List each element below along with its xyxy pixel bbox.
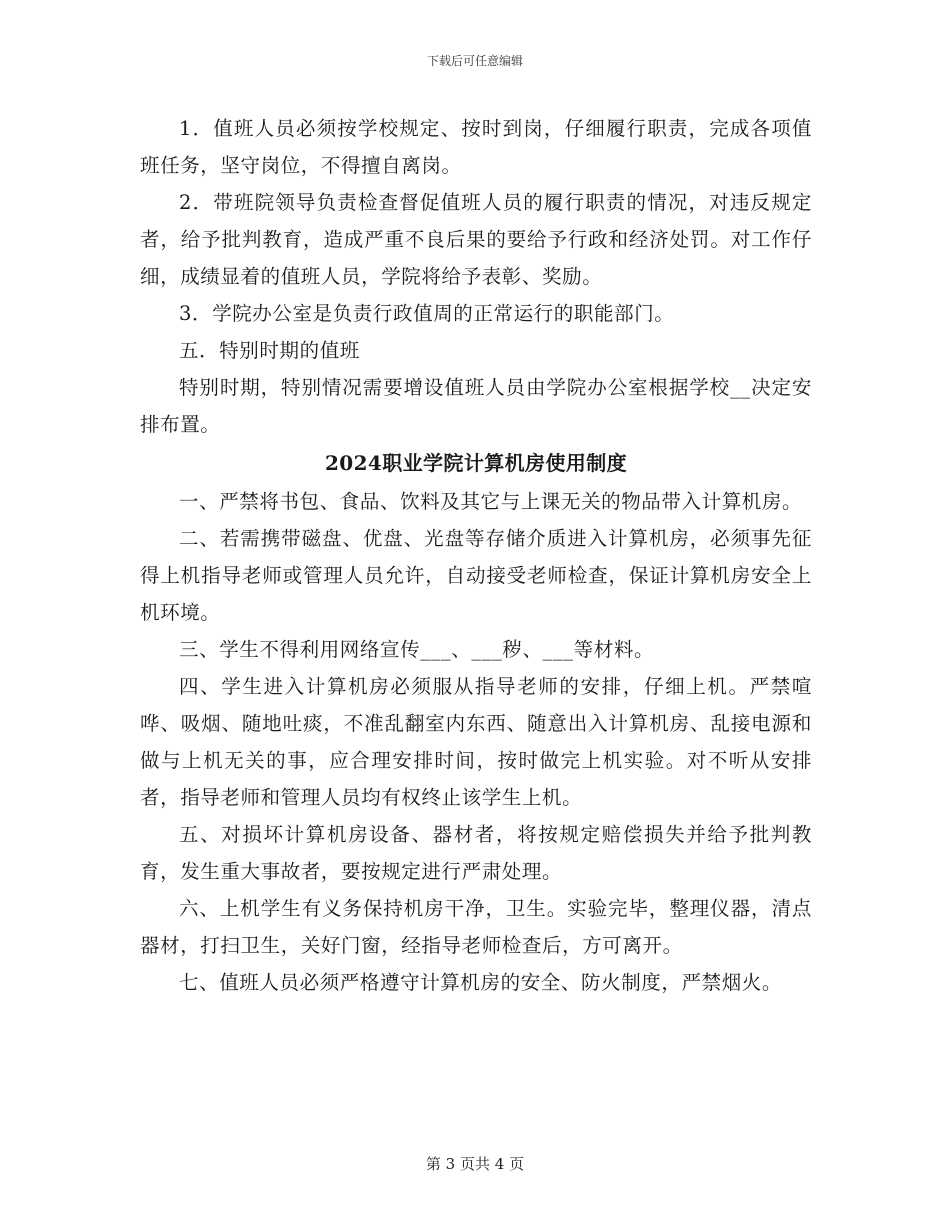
regulation-item-1: 一、严禁将书包、食品、饮料及其它与上课无关的物品带入计算机房。 bbox=[179, 490, 803, 513]
page-footer: 第 3 页共 4 页 bbox=[425, 1155, 525, 1173]
regulations-title: 2024职业学院计算机房使用制度 bbox=[324, 451, 628, 475]
regulation-item-6: 六、上机学生有义务保持机房干净，卫生。实验完毕，整理仪器，清点器材，打扫卫生，关好门窗，经指导老师检查后，方可离开。 bbox=[140, 897, 812, 957]
regulation-item-4: 四、学生进入计算机房必须服从指导老师的安排，仔细上机。严禁喧哗、吸烟、随地吐痰，不准乱翻室内东西、随意出入计算机房、乱接电源和做与上机无关的事，应合理安排时间，按时做完上机实验。对不听从安排者，指导老师和管理人员均有权终止该学生上机。 bbox=[140, 675, 812, 809]
regulation-item-2: 二、若需携带磁盘、优盘、光盘等存储介质进入计算机房，必须事先征得上机指导老师或管理人员允许，自动接受老师检查，保证计算机房安全上机环境。 bbox=[140, 527, 812, 624]
regulation-item-5: 五、对损坏计算机房设备、器材者，将按规定赔偿损失并给予批判教育，发生重大事故者，要按规定进行严肃处理。 bbox=[140, 823, 812, 883]
header-note: 下载后可任意编辑 bbox=[426, 54, 523, 68]
duty-rule-1: 1．值班人员必须按学校规定、按时到岗，仔细履行职责，完成各项值班任务，坚守岗位，不得擅自离岗。 bbox=[140, 117, 812, 177]
regulation-item-7: 七、值班人员必须严格遵守计算机房的安全、防火制度，严禁烟火。 bbox=[179, 971, 783, 994]
special-period-text: 特别时期，特别情况需要增设值班人员由学院办公室根据学校__决定安排布置。 bbox=[140, 376, 812, 436]
duty-rule-3: 3．学院办公室是负责行政值周的正常运行的职能部门。 bbox=[179, 302, 675, 325]
document-body bbox=[140, 110, 812, 1001]
duty-rule-2: 2．带班院领导负责检查督促值班人员的履行职责的情况，对违反规定者，给予批判教育，造成严重不良后果的要给予行政和经济处罚。对工作仔细，成绩显着的值班人员，学院将给予表彰、奖励。 bbox=[140, 191, 812, 288]
section-heading-special-period: 五．特别时期的值班 bbox=[179, 339, 360, 362]
regulation-item-3: 三、学生不得利用网络宣传___、___秽、___等材料。 bbox=[179, 638, 655, 661]
